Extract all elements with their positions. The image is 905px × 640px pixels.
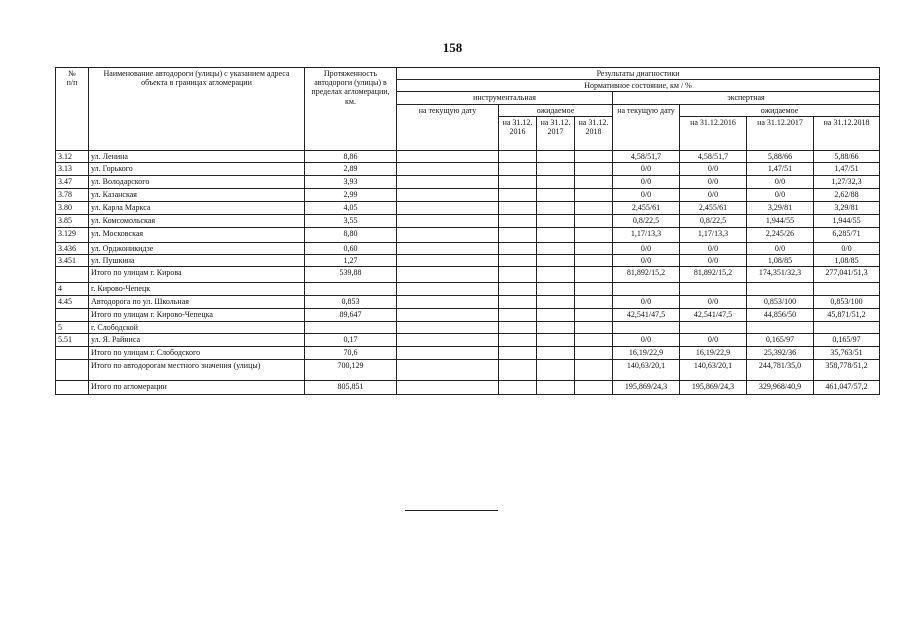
table-row: [56, 267, 880, 283]
row-expert-2017-cell: [747, 283, 814, 295]
row-expert-2018-cell: 6,285/71: [814, 227, 880, 242]
row-instr-2016-cell: [499, 308, 537, 321]
row-expert-2016-cell: [680, 283, 747, 295]
header-current-instr: на текущую дату: [397, 104, 499, 150]
table-row: [56, 346, 880, 359]
row-instr-2016-cell: [499, 333, 537, 346]
row-num-cell: 3.85: [56, 214, 89, 227]
row-length-cell: 539,88: [305, 267, 397, 283]
row-instr-2016-cell: [499, 380, 537, 394]
row-expert-2016-cell: 0/0: [680, 175, 747, 188]
row-instr-2016-cell: [499, 295, 537, 308]
row-expert-current-cell: 81,892/15,2: [613, 267, 680, 283]
row-expert-current-cell: 0/0: [613, 242, 680, 254]
row-expert-2017-cell: 174,351/32,3: [747, 267, 814, 283]
row-expert-2016-cell: 42,541/47,5: [680, 308, 747, 321]
table-row: [56, 333, 880, 346]
row-instr-2016-cell: [499, 321, 537, 333]
row-num-cell: [56, 346, 89, 359]
row-length-cell: [305, 283, 397, 295]
row-instr-2018-cell: [575, 162, 613, 175]
row-instr-2018-cell: [575, 346, 613, 359]
row-expert-2018-cell: 5,88/66: [814, 150, 880, 162]
row-instr-2017-cell: [537, 150, 575, 162]
row-expert-2016-cell: 0/0: [680, 255, 747, 267]
header-instrumental: инструментальная: [397, 92, 613, 104]
row-expert-current-cell: 140,63/20,1: [613, 359, 680, 380]
row-expert-2016-cell: 0/0: [680, 295, 747, 308]
row-expert-2017-cell: 5,88/66: [747, 150, 814, 162]
row-expert-2016-cell: 140,63/20,1: [680, 359, 747, 380]
footer-rule: [405, 510, 498, 511]
table-body: [56, 150, 880, 394]
row-instr-current-cell: [397, 283, 499, 295]
row-instr-2018-cell: [575, 150, 613, 162]
row-expert-current-cell: 0/0: [613, 333, 680, 346]
row-instr-2016-cell: [499, 175, 537, 188]
table-header: [56, 68, 880, 151]
row-instr-current-cell: [397, 333, 499, 346]
row-num-cell: 4: [56, 283, 89, 295]
row-name-cell: Итого по агломерации: [89, 380, 305, 394]
row-instr-2016-cell: [499, 227, 537, 242]
row-length-cell: 3,55: [305, 214, 397, 227]
row-expert-2016-cell: 1,17/13,3: [680, 227, 747, 242]
row-name-cell: ул. Володарского: [89, 175, 305, 188]
row-expert-2018-cell: 461,047/57,2: [814, 380, 880, 394]
table-row: [56, 295, 880, 308]
row-expert-2016-cell: 4,58/51,7: [680, 150, 747, 162]
row-name-cell: ул. Горького: [89, 162, 305, 175]
row-instr-current-cell: [397, 201, 499, 214]
row-instr-current-cell: [397, 321, 499, 333]
row-expert-current-cell: 0/0: [613, 175, 680, 188]
row-expert-current-cell: 0/0: [613, 188, 680, 201]
row-expert-2017-cell: 25,392/36: [747, 346, 814, 359]
row-instr-2016-cell: [499, 346, 537, 359]
row-instr-2016-cell: [499, 214, 537, 227]
row-expert-current-cell: 195,869/24,3: [613, 380, 680, 394]
header-expert-2018: на 31.12.2018: [814, 116, 880, 150]
row-length-cell: 0,853: [305, 295, 397, 308]
row-instr-current-cell: [397, 227, 499, 242]
row-instr-2018-cell: [575, 359, 613, 380]
row-expert-2016-cell: 0,8/22,5: [680, 214, 747, 227]
row-instr-2017-cell: [537, 201, 575, 214]
header-normative: Нормативное состояние, км / %: [397, 80, 880, 92]
row-length-cell: 2,99: [305, 188, 397, 201]
row-length-cell: 2,89: [305, 162, 397, 175]
row-expert-2017-cell: 2,245/26: [747, 227, 814, 242]
row-expert-2018-cell: 2,62/88: [814, 188, 880, 201]
row-expert-2016-cell: 0/0: [680, 333, 747, 346]
row-expert-2017-cell: 244,781/35,0: [747, 359, 814, 380]
row-instr-2018-cell: [575, 321, 613, 333]
row-expert-2017-cell: 0/0: [747, 175, 814, 188]
row-instr-2018-cell: [575, 255, 613, 267]
row-instr-current-cell: [397, 242, 499, 254]
row-instr-current-cell: [397, 308, 499, 321]
row-name-cell: ул. Ленина: [89, 150, 305, 162]
header-name: Наименование автодороги (улицы) с указанием адреса объекта в границах агломерации: [89, 68, 305, 151]
row-instr-current-cell: [397, 380, 499, 394]
row-instr-2017-cell: [537, 321, 575, 333]
row-instr-current-cell: [397, 267, 499, 283]
row-instr-2018-cell: [575, 214, 613, 227]
row-instr-2017-cell: [537, 255, 575, 267]
header-results: Результаты диагностики: [397, 68, 880, 80]
row-num-cell: [56, 267, 89, 283]
header-length: Протяженность автодороги (улицы) в пределах агломерации, км.: [305, 68, 397, 151]
row-expert-2016-cell: 0/0: [680, 242, 747, 254]
row-instr-2017-cell: [537, 214, 575, 227]
row-instr-2017-cell: [537, 227, 575, 242]
table-row: [56, 321, 880, 333]
row-expert-current-cell: 4,58/51,7: [613, 150, 680, 162]
row-expert-2016-cell: 2,455/61: [680, 201, 747, 214]
header-instr-2017: на 31.12. 2017: [537, 116, 575, 150]
row-expert-2018-cell: [814, 283, 880, 295]
row-num-cell: 5: [56, 321, 89, 333]
row-length-cell: 0,17: [305, 333, 397, 346]
row-instr-2016-cell: [499, 255, 537, 267]
row-instr-2016-cell: [499, 242, 537, 254]
row-instr-2018-cell: [575, 295, 613, 308]
row-expert-2017-cell: [747, 321, 814, 333]
row-expert-2017-cell: 3,29/81: [747, 201, 814, 214]
row-num-cell: 5.51: [56, 333, 89, 346]
row-length-cell: 8,80: [305, 227, 397, 242]
table-row: [56, 227, 880, 242]
table-row: [56, 359, 880, 380]
row-instr-2017-cell: [537, 162, 575, 175]
row-length-cell: 0,60: [305, 242, 397, 254]
row-expert-2017-cell: 0/0: [747, 242, 814, 254]
row-expert-2018-cell: 1,27/32,3: [814, 175, 880, 188]
row-expert-current-cell: 1,17/13,3: [613, 227, 680, 242]
row-expert-2018-cell: 277,041/51,3: [814, 267, 880, 283]
row-num-cell: 4.45: [56, 295, 89, 308]
row-num-cell: [56, 308, 89, 321]
row-instr-2018-cell: [575, 201, 613, 214]
row-expert-current-cell: 0/0: [613, 255, 680, 267]
row-expert-2016-cell: 0/0: [680, 162, 747, 175]
row-instr-2018-cell: [575, 175, 613, 188]
row-expert-2016-cell: 195,869/24,3: [680, 380, 747, 394]
row-expert-current-cell: 0/0: [613, 295, 680, 308]
table-row: [56, 242, 880, 254]
row-expert-current-cell: [613, 283, 680, 295]
header-expected-instr: ожидаемое: [499, 104, 613, 116]
row-instr-current-cell: [397, 255, 499, 267]
row-expert-2018-cell: 0,165/97: [814, 333, 880, 346]
table-row: [56, 283, 880, 295]
row-expert-2017-cell: 0/0: [747, 188, 814, 201]
row-instr-2017-cell: [537, 333, 575, 346]
row-expert-2018-cell: 1,08/85: [814, 255, 880, 267]
row-length-cell: 70,6: [305, 346, 397, 359]
row-instr-current-cell: [397, 175, 499, 188]
row-instr-2016-cell: [499, 150, 537, 162]
row-expert-current-cell: 0/0: [613, 162, 680, 175]
row-instr-2018-cell: [575, 380, 613, 394]
row-expert-2018-cell: 0,853/100: [814, 295, 880, 308]
row-expert-current-cell: 0,8/22,5: [613, 214, 680, 227]
row-name-cell: г. Слободской: [89, 321, 305, 333]
row-instr-2017-cell: [537, 295, 575, 308]
row-name-cell: Итого по улицам г. Слободского: [89, 346, 305, 359]
header-num: № п/п: [56, 68, 89, 151]
table-row: [56, 188, 880, 201]
row-instr-current-cell: [397, 359, 499, 380]
table-row: [56, 175, 880, 188]
row-expert-2017-cell: 1,47/51: [747, 162, 814, 175]
row-instr-2017-cell: [537, 359, 575, 380]
row-num-cell: 3.436: [56, 242, 89, 254]
row-expert-current-cell: 42,541/47,5: [613, 308, 680, 321]
table-row: [56, 150, 880, 162]
row-length-cell: 8,86: [305, 150, 397, 162]
row-instr-2016-cell: [499, 359, 537, 380]
row-instr-2018-cell: [575, 267, 613, 283]
row-instr-2017-cell: [537, 308, 575, 321]
row-name-cell: ул. Я. Райниса: [89, 333, 305, 346]
row-instr-2017-cell: [537, 267, 575, 283]
row-expert-2018-cell: 1,47/51: [814, 162, 880, 175]
row-expert-2017-cell: 329,968/40,9: [747, 380, 814, 394]
row-instr-current-cell: [397, 150, 499, 162]
row-instr-2017-cell: [537, 346, 575, 359]
row-expert-2016-cell: 81,892/15,2: [680, 267, 747, 283]
row-instr-2017-cell: [537, 380, 575, 394]
row-num-cell: 3.78: [56, 188, 89, 201]
row-name-cell: ул. Пушкина: [89, 255, 305, 267]
row-num-cell: 3.13: [56, 162, 89, 175]
row-expert-2016-cell: [680, 321, 747, 333]
row-instr-2016-cell: [499, 267, 537, 283]
row-length-cell: 1,27: [305, 255, 397, 267]
row-length-cell: 89,647: [305, 308, 397, 321]
row-instr-current-cell: [397, 346, 499, 359]
row-instr-2018-cell: [575, 283, 613, 295]
header-expert-2017: на 31.12.2017: [747, 116, 814, 150]
row-length-cell: 4,05: [305, 201, 397, 214]
row-instr-2016-cell: [499, 283, 537, 295]
row-name-cell: ул. Московская: [89, 227, 305, 242]
header-expert-2016: на 31.12.2016: [680, 116, 747, 150]
row-expert-2018-cell: 35,763/51: [814, 346, 880, 359]
row-instr-2017-cell: [537, 188, 575, 201]
row-instr-2018-cell: [575, 242, 613, 254]
row-instr-current-cell: [397, 214, 499, 227]
row-expert-2018-cell: 45,871/51,2: [814, 308, 880, 321]
row-expert-2018-cell: 358,778/51,2: [814, 359, 880, 380]
row-expert-2017-cell: 1,944/55: [747, 214, 814, 227]
header-expected-expert: ожидаемое: [680, 104, 880, 116]
row-expert-2017-cell: 44,856/50: [747, 308, 814, 321]
header-current-expert: на текущую дату: [613, 104, 680, 150]
row-name-cell: Итого по улицам г. Кирова: [89, 267, 305, 283]
row-instr-current-cell: [397, 162, 499, 175]
header-instr-2018: на 31.12. 2018: [575, 116, 613, 150]
row-instr-2018-cell: [575, 188, 613, 201]
page-number: 158: [442, 40, 463, 55]
row-num-cell: 3.80: [56, 201, 89, 214]
row-instr-current-cell: [397, 295, 499, 308]
row-expert-2018-cell: 1,944/55: [814, 214, 880, 227]
row-expert-current-cell: 2,455/61: [613, 201, 680, 214]
table-row: [56, 308, 880, 321]
row-num-cell: [56, 359, 89, 380]
row-instr-2018-cell: [575, 308, 613, 321]
row-length-cell: 3,93: [305, 175, 397, 188]
row-expert-2016-cell: 0/0: [680, 188, 747, 201]
header-expert: экспертная: [613, 92, 880, 104]
row-instr-2017-cell: [537, 242, 575, 254]
row-name-cell: Итого по улицам г. Кирово-Чепецка: [89, 308, 305, 321]
row-expert-2017-cell: 0,853/100: [747, 295, 814, 308]
row-num-cell: 3.451: [56, 255, 89, 267]
row-num-cell: [56, 380, 89, 394]
row-num-cell: 3.129: [56, 227, 89, 242]
row-expert-current-cell: 16,19/22,9: [613, 346, 680, 359]
row-name-cell: Автодорога по ул. Школьная: [89, 295, 305, 308]
table-row: [56, 201, 880, 214]
row-name-cell: г. Кирово-Чепецк: [89, 283, 305, 295]
row-instr-2016-cell: [499, 162, 537, 175]
header-instr-2016: на 31.12. 2016: [499, 116, 537, 150]
row-length-cell: 700,129: [305, 359, 397, 380]
row-expert-2016-cell: 16,19/22,9: [680, 346, 747, 359]
table-row: [56, 380, 880, 394]
row-length-cell: [305, 321, 397, 333]
table-row: [56, 162, 880, 175]
row-name-cell: ул. Орджоникидзе: [89, 242, 305, 254]
diagnostics-table: [55, 67, 880, 395]
row-name-cell: ул. Карла Маркса: [89, 201, 305, 214]
row-instr-current-cell: [397, 188, 499, 201]
row-expert-2018-cell: [814, 321, 880, 333]
row-instr-2016-cell: [499, 201, 537, 214]
row-instr-2018-cell: [575, 227, 613, 242]
row-expert-current-cell: [613, 321, 680, 333]
table-row: [56, 255, 880, 267]
row-name-cell: Итого по автодорогам местного значения (улицы): [89, 359, 305, 380]
row-expert-2018-cell: 3,29/81: [814, 201, 880, 214]
row-instr-2017-cell: [537, 283, 575, 295]
row-name-cell: ул. Казанская: [89, 188, 305, 201]
row-expert-2018-cell: 0/0: [814, 242, 880, 254]
row-instr-2016-cell: [499, 188, 537, 201]
row-instr-2017-cell: [537, 175, 575, 188]
table-row: [56, 214, 880, 227]
row-num-cell: 3.12: [56, 150, 89, 162]
row-num-cell: 3.47: [56, 175, 89, 188]
row-expert-2017-cell: 0,165/97: [747, 333, 814, 346]
row-expert-2017-cell: 1,08/85: [747, 255, 814, 267]
row-length-cell: 805,851: [305, 380, 397, 394]
row-name-cell: ул. Комсомольская: [89, 214, 305, 227]
row-instr-2018-cell: [575, 333, 613, 346]
